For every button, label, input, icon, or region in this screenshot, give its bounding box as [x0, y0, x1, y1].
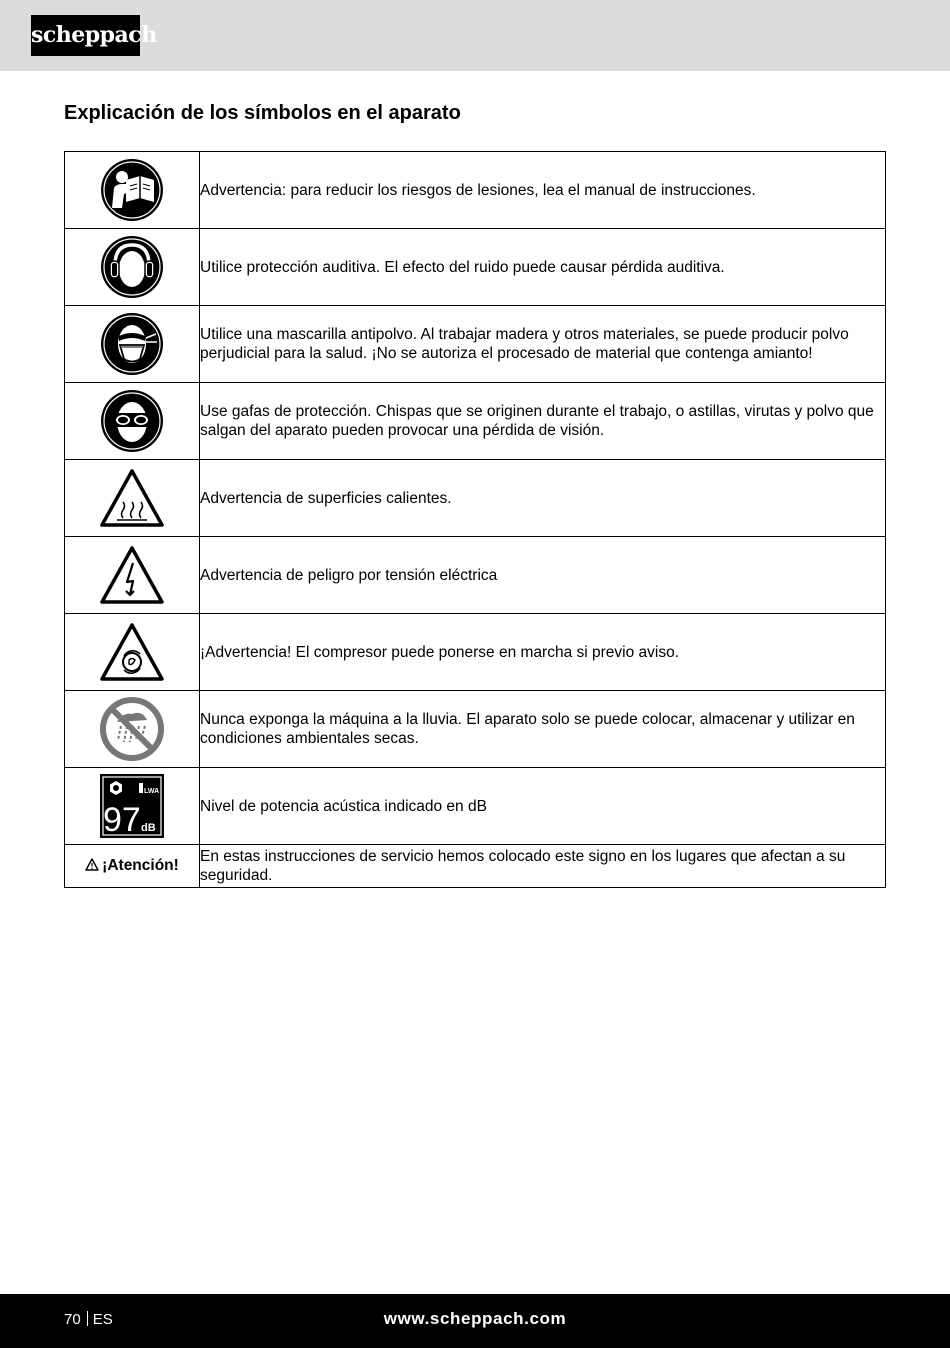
table-row — [65, 306, 886, 383]
hot-surface-warning-icon — [99, 468, 165, 528]
attention-label — [85, 857, 179, 874]
table-row — [65, 768, 886, 845]
symbol-description: Advertencia: para reducir los riesgos de lesiones, lea el manual de instrucciones. — [200, 152, 886, 229]
symbols-table — [64, 151, 886, 888]
symbol-description: Utilice una mascarilla antipolvo. Al trabajar madera y otros materiales, se puede producir polvo perjudicial para la salud. ¡No se autoriza el procesado de material que contenga amianto! — [200, 306, 886, 383]
symbol-description: Utilice protección auditiva. El efecto del ruido puede causar pérdida auditiva. — [200, 229, 886, 306]
table-row — [65, 383, 886, 460]
symbol-description: Nunca exponga la máquina a la lluvia. El aparato solo se puede colocar, almacenar y utilizar en condiciones ambientales secas. — [200, 691, 886, 768]
no-rain-icon — [99, 696, 165, 762]
page-number-value: 70 — [64, 1311, 81, 1328]
symbol-description: ¡Advertencia! El compresor puede ponerse en marcha si previo aviso. — [200, 614, 886, 691]
table-row — [65, 152, 886, 229]
website-url: www.scheppach.com — [383, 1309, 567, 1328]
warning-triangle-icon — [85, 858, 99, 871]
attention-text: ¡Atención! — [102, 857, 179, 874]
symbol-description: En estas instrucciones de servicio hemos colocado este signo en los lugares que afectan a su seguridad. — [200, 845, 886, 888]
table-row — [65, 845, 886, 888]
safety-goggles-icon — [100, 389, 164, 453]
language-code: ES — [92, 1311, 113, 1328]
table-row — [65, 229, 886, 306]
table-row — [65, 691, 886, 768]
header-band — [0, 0, 950, 71]
table-row — [65, 614, 886, 691]
table-row — [65, 537, 886, 614]
dust-mask-icon — [100, 312, 164, 376]
footer — [0, 1294, 950, 1348]
page-title: Explicación de los símbolos en el aparato — [64, 102, 461, 124]
ear-protection-icon — [100, 235, 164, 299]
symbol-description: Use gafas de protección. Chispas que se originen durante el trabajo, o astillas, virutas y polvo que salgan del aparato pueden provocar una pérdida de visión. — [200, 383, 886, 460]
sound-power-level-icon — [99, 773, 165, 839]
scheppach-logo: scheppach — [31, 15, 140, 56]
automatic-start-warning-icon — [99, 622, 165, 682]
symbol-description: Nivel de potencia acústica indicado en dB — [200, 768, 886, 845]
sound-power-unit: dB — [141, 822, 156, 834]
electric-voltage-warning-icon — [99, 545, 165, 605]
table-row — [65, 460, 886, 537]
sound-power-value: 97 — [103, 801, 141, 839]
sound-power-label: LWA — [144, 788, 160, 795]
symbol-description: Advertencia de peligro por tensión eléctrica — [200, 537, 886, 614]
read-manual-icon — [100, 158, 164, 222]
symbol-description: Advertencia de superficies calientes. — [200, 460, 886, 537]
